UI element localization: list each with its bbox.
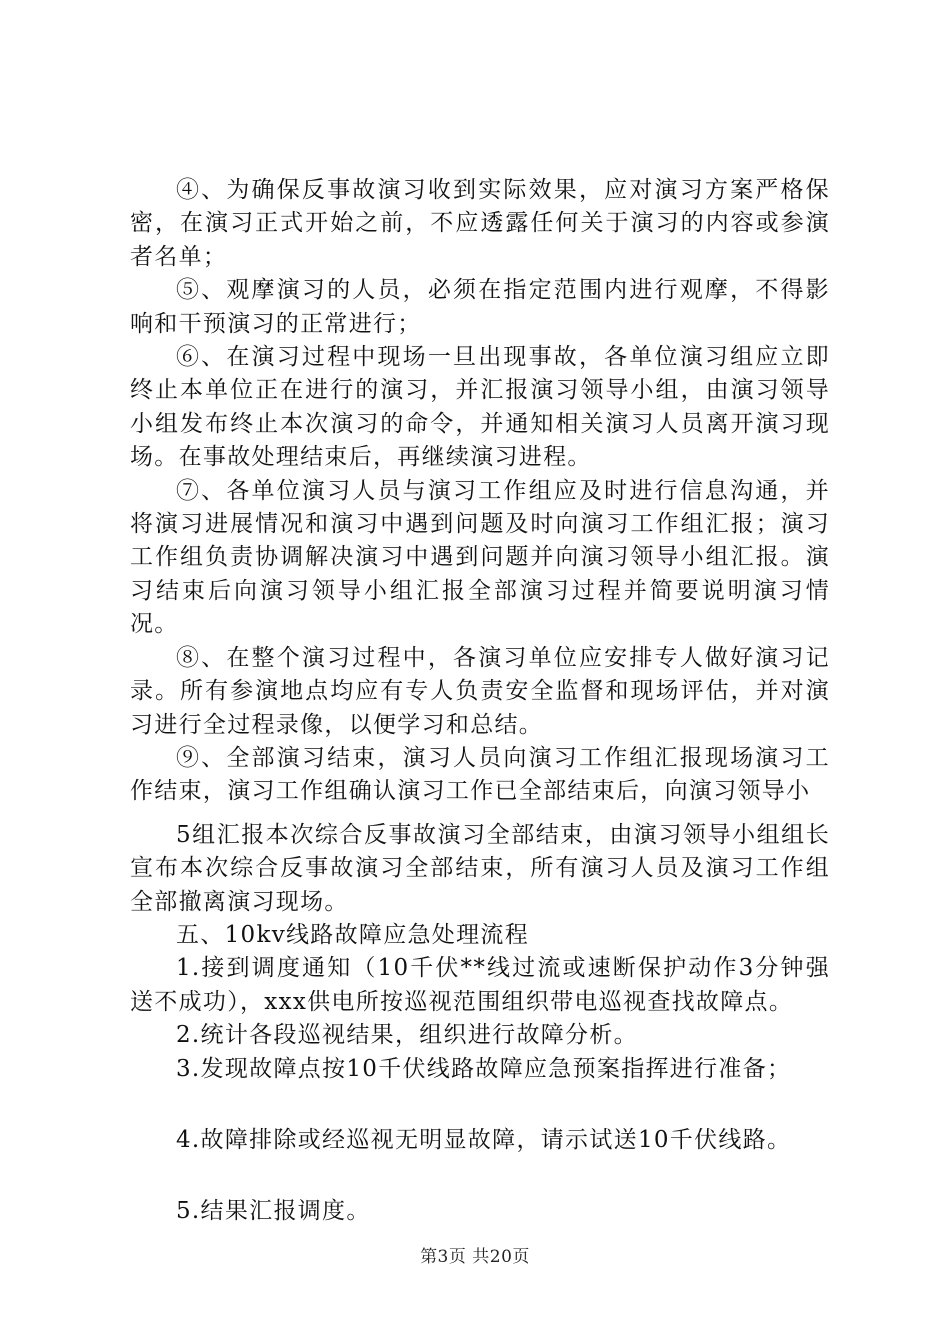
step-1: 1.接到调度通知（10千伏**线过流或速断保护动作3分钟强送不成功），xxx供电所按巡视范围组织带电巡视查找故障点。: [130, 955, 830, 1015]
page-number: 第3页 共20页: [420, 1247, 530, 1267]
paragraph-continuation: 5组汇报本次综合反事故演习全部结束，由演习领导小组组长宣布本次综合反事故演习全部结束，所有演习人员及演习工作组全部撤离演习现场。: [130, 821, 830, 915]
section-heading: 五、10kv线路故障应急处理流程: [176, 921, 529, 948]
paragraph-item-5: ⑤、观摩演习的人员，必须在指定范围内进行观摩，不得影响和干预演习的正常进行；: [130, 277, 830, 337]
paragraph-item-9: ⑨、全部演习结束，演习人员向演习工作组汇报现场演习工作结束，演习工作组确认演习工作已全部结束后，向演习领导小: [130, 744, 830, 805]
step-4: 4.故障排除或经巡视无明显故障，请示试送10千伏线路。: [176, 1126, 792, 1153]
paragraph-item-6: ⑥、在演习过程中现场一旦出现事故，各单位演习组应立即终止本单位正在进行的演习，并汇报演习领导小组，由演习领导小组发布终止本次演习的命令，并通知相关演习人员离开演习现场。在事故处理结束后，再继续演习进程。: [130, 344, 830, 471]
paragraph-item-7: ⑦、各单位演习人员与演习工作组应及时进行信息沟通，并将演习进展情况和演习中遇到问题及时向演习工作组汇报；演习工作组负责协调解决演习中遇到问题并向演习领导小组汇报。演习结束后向演习领导小组汇报全部演习过程并简要说明演习情况。: [130, 477, 830, 638]
step-3: 3.发现故障点按10千伏线路故障应急预案指挥进行准备；: [176, 1055, 792, 1082]
step-2: 2.统计各段巡视结果，组织进行故障分析。: [176, 1022, 638, 1049]
paragraph-item-8: ⑧、在整个演习过程中，各演习单位应安排专人做好演习记录。所有参演地点均应有专人负责安全监督和现场评估，并对演习进行全过程录像，以便学习和总结。: [130, 644, 830, 738]
paragraph-item-4: ④、为确保反事故演习收到实际效果，应对演习方案严格保密，在演习正式开始之前，不应透露任何关于演习的内容或参演者名单；: [130, 177, 830, 270]
document-body: [130, 174, 830, 1229]
step-5: 5.结果汇报调度。: [176, 1198, 371, 1225]
